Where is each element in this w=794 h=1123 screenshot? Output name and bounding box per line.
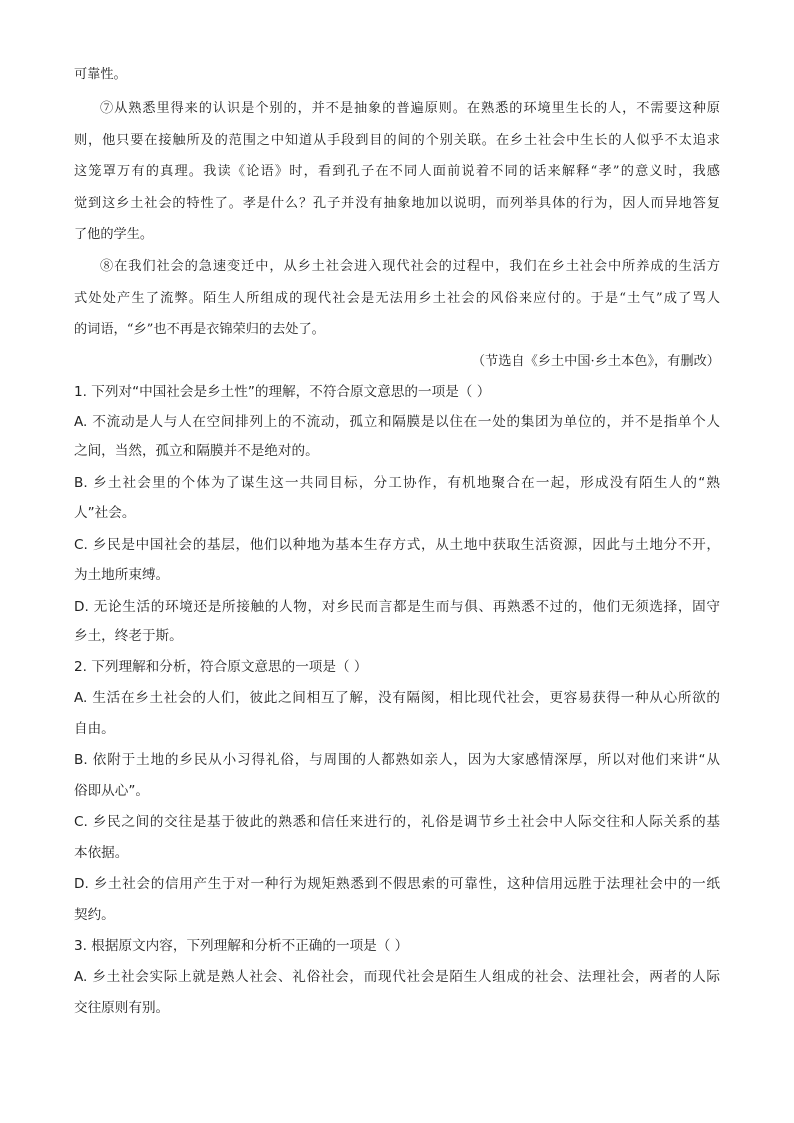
passage-line: 觉到这乡土社会的特性了。孝是什么？孔子并没有抽象地加以说明，而列举具体的行为，因人而异地答复 (74, 196, 720, 211)
option-b-line: B. 依附于土地的乡民从小习得礼俗，与周围的人都熟如亲人，因为大家感情深厚，所以对他们来讲“从 (74, 752, 720, 768)
option-a-line: A. 生活在乡土社会的人们，彼此之间相互了解，没有隔阂，相比现代社会，更容易获得一种从心所欲的 (74, 690, 720, 706)
option-b-line: B. 乡土社会里的个体为了谋生这一共同目标，分工协作，有机地聚合在一起，形成没有陌生人的“熟 (74, 475, 720, 491)
option-c-line: C. 乡民是中国社会的基层，他们以种地为基本生存方式，从土地中获取生活资源，因此与土地分不开， (74, 537, 720, 553)
option-b-line: 俗即从心”。 (74, 783, 150, 799)
question-stem: 2. 下列理解和分析，符合原文意思的一项是（ ） (74, 659, 368, 675)
option-a-line: 交往原则有别。 (74, 1000, 170, 1016)
option-c-line: 本依据。 (74, 845, 129, 861)
passage-line: ⑦从熟悉里得来的认识是个别的，并不是抽象的普遍原则。在熟悉的环境里生长的人，不需要这种原 (100, 101, 720, 116)
option-b-line: 人”社会。 (74, 505, 136, 521)
passage-line: 则，他只要在接触所及的范围之中知道从手段到目的间的个别关联。在乡土社会中生长的人似乎不太追求 (74, 133, 720, 148)
question-stem: 1. 下列对“中国社会是乡土性”的理解，不符合原文意思的一项是（ ） (74, 384, 491, 400)
option-a-line: A. 不流动是人与人在空间排列上的不流动，孤立和隔膜是以住在一处的集团为单位的，并不是指单个人 (74, 414, 720, 430)
passage-line: ⑧在我们社会的急速变迁中，从乡土社会进入现代社会的过程中，我们在乡土社会中所养成的生活方 (100, 259, 720, 274)
passage-line: 的词语，“乡”也不再是衣锦荣归的去处了。 (74, 322, 325, 337)
option-c-line: C. 乡民之间的交往是基于彼此的熟悉和信任来进行的，礼俗是调节乡土社会中人际交往和人际关系的基 (74, 814, 720, 830)
passage-source: （节选自《乡土中国·乡土本色》，有删改） (471, 354, 720, 369)
passage-line: 可靠性。 (74, 67, 127, 82)
option-d-line: 乡土，终老于斯。 (74, 628, 183, 644)
passage-line: 这笼罩万有的真理。我读《论语》时，看到孔子在不同人面前说着不同的话来解释“孝”的意义时，我感 (74, 164, 720, 179)
option-a-line: A. 乡土社会实际上就是熟人社会、礼俗社会，而现代社会是陌生人组成的社会、法理社会，两者的人际 (74, 969, 720, 985)
passage-line: 式处处产生了流弊。陌生人所组成的现代社会是无法用乡土社会的风俗来应付的。于是“土气”成了骂人 (74, 291, 720, 306)
option-d-line: 契约。 (74, 907, 115, 923)
option-a-line: 之间，当然，孤立和隔膜并不是绝对的。 (74, 443, 319, 459)
option-d-line: D. 乡土社会的信用产生于对一种行为规矩熟悉到不假思索的可靠性，这种信用远胜于法理社会中的一纸 (74, 876, 720, 892)
passage-line: 了他的学生。 (74, 227, 154, 242)
question-stem: 3. 根据原文内容，下列理解和分析不正确的一项是（ ） (74, 938, 409, 954)
option-d-line: D. 无论生活的环境还是所接触的人物，对乡民而言都是生而与俱、再熟悉不过的，他们无须选择，固守 (74, 599, 720, 615)
option-c-line: 为土地所束缚。 (74, 567, 170, 583)
option-a-line: 自由。 (74, 721, 115, 737)
